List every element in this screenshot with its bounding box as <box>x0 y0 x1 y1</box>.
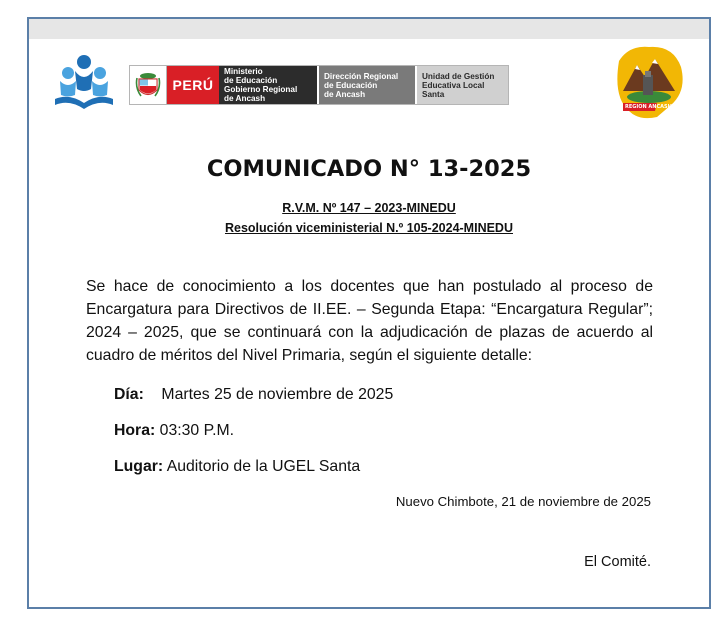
peru-shield-box <box>130 66 167 104</box>
time-label: Hora: <box>114 422 156 439</box>
institutional-bar <box>129 65 509 105</box>
announcement-body: Se hace de conocimiento a los docentes que han postulado al proceso de Encargatura para Directivos de II.EE. – Segunda Etapa: “Encargatura Regular”; 2024 – 2025, que se continuará con la adjudicación de plazas de acuerdo al cuadro de méritos del Nivel Primaria, según el siguiente detalle: <box>86 278 653 364</box>
page-title: COMUNICADO N° 13-2025 <box>206 156 532 182</box>
resolution-reference: Resolución viceministerial N.º 105-2024-MINEDU <box>224 221 513 235</box>
place-value: Auditorio de la UGEL Santa <box>166 458 361 475</box>
peru-label: PERÚ <box>167 66 219 104</box>
top-band <box>29 19 709 39</box>
detail-day <box>114 386 393 404</box>
peru-coat-of-arms-icon <box>135 70 161 100</box>
signature: El Comité. <box>584 554 651 570</box>
date-line: Nuevo Chimbote, 21 de noviembre de 2025 <box>395 494 651 509</box>
ugel-label: Unidad de Gestión Educativa Local Santa <box>415 66 508 104</box>
ugel-people-logo-icon <box>51 53 117 117</box>
region-logo-text: REGION ANCASH <box>625 104 672 110</box>
rvm-reference: R.V.M. Nº 147 – 2023-MINEDU <box>282 201 456 215</box>
document-frame <box>27 17 711 609</box>
region-ancash-logo-icon <box>609 41 687 123</box>
dre-label: Dirección Regional de Educación de Ancash <box>317 66 415 104</box>
detail-time <box>114 422 234 440</box>
place-label: Lugar: <box>114 458 164 475</box>
day-value: Martes 25 de noviembre de 2025 <box>161 386 394 403</box>
day-label: Día: <box>114 386 144 403</box>
ministry-label: Ministerio de Educación Gobierno Regional de Ancash <box>219 66 317 104</box>
time-value: 03:30 P.M. <box>159 422 235 439</box>
detail-place <box>114 458 360 476</box>
